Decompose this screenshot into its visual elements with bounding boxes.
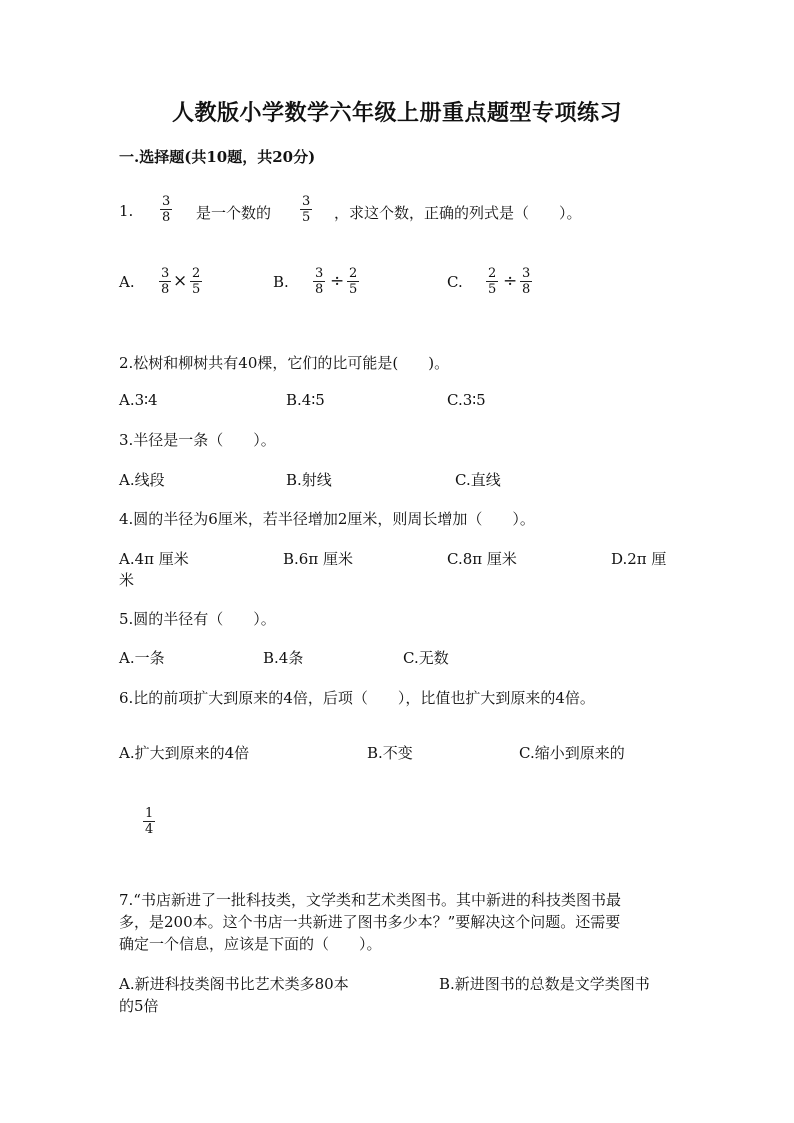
option-d-continued: 米 xyxy=(119,571,135,589)
fraction xyxy=(160,194,172,225)
question-text: ，求这个数，正确的列式是（ ）。 xyxy=(334,204,582,222)
operator: ÷ xyxy=(330,271,345,291)
numerator: 3 xyxy=(162,194,171,209)
numerator: 3 xyxy=(315,266,324,281)
option-a[interactable]: A.一条 xyxy=(119,649,165,667)
numerator: 3 xyxy=(161,266,170,281)
question-2-text: 2.松树和柳树共有40棵，它们的比可能是( )。 xyxy=(119,354,450,372)
denominator: 8 xyxy=(315,282,324,297)
numerator: 2 xyxy=(192,266,201,281)
numerator: 1 xyxy=(145,806,154,821)
option-c[interactable]: C.直线 xyxy=(455,471,501,489)
denominator: 8 xyxy=(162,210,171,225)
option-b[interactable]: B.新进图书的总数是文学类图书 xyxy=(439,975,650,993)
option-c[interactable]: C.8π 厘米 xyxy=(447,550,517,568)
option-b[interactable]: B.射线 xyxy=(286,471,332,489)
option-a[interactable]: A.4π 厘米 xyxy=(119,550,189,568)
page-title: 人教版小学数学六年级上册重点题型专项练习 xyxy=(171,100,622,126)
question-7-line-3: 确定一个信息，应该是下面的（ ）。 xyxy=(119,935,382,953)
option-b-continued: 的5倍 xyxy=(119,997,159,1015)
denominator: 5 xyxy=(302,210,311,225)
option-b[interactable]: B.不变 xyxy=(367,744,413,762)
option-c[interactable]: C.缩小到原来的 xyxy=(519,744,625,762)
numerator: 2 xyxy=(488,266,497,281)
option-b[interactable]: B.4条 xyxy=(263,649,304,667)
fraction xyxy=(347,266,359,297)
fraction xyxy=(313,266,325,297)
option-d[interactable]: D.2π 厘 xyxy=(611,550,667,568)
question-text: 是一个数的 xyxy=(196,204,272,222)
numerator: 3 xyxy=(522,266,531,281)
denominator: 8 xyxy=(161,282,170,297)
fraction xyxy=(143,806,155,837)
denominator: 5 xyxy=(349,282,358,297)
section-heading: 一.选择题(共10题，共20分) xyxy=(119,148,316,166)
option-label: B. xyxy=(273,273,289,291)
denominator: 5 xyxy=(192,282,201,297)
option-c[interactable]: C.无数 xyxy=(403,649,449,667)
operator: ÷ xyxy=(503,271,518,291)
option-c[interactable]: C.3∶5 xyxy=(447,391,486,409)
denominator: 5 xyxy=(488,282,497,297)
fraction xyxy=(520,266,532,297)
option-a[interactable]: A.新进科技类阁书比艺术类多80本 xyxy=(119,975,349,993)
operator: × xyxy=(173,271,188,291)
fraction xyxy=(300,194,312,225)
question-7-line-1: 7.“书店新进了一批科技类，文学类和艺术类图书。其中新进的科技类图书最 xyxy=(119,891,621,909)
option-b[interactable]: B.4∶5 xyxy=(286,391,325,409)
denominator: 8 xyxy=(522,282,531,297)
numerator: 2 xyxy=(349,266,358,281)
question-5-text: 5.圆的半径有（ ）。 xyxy=(119,610,276,628)
question-7-line-2: 多，是200本。这个书店一共新进了图书多少本？”要解决这个问题。还需要 xyxy=(119,913,621,931)
fraction xyxy=(190,266,202,297)
fraction xyxy=(486,266,498,297)
option-a[interactable]: A.扩大到原来的4倍 xyxy=(119,744,250,762)
option-label: A. xyxy=(119,273,135,291)
fraction xyxy=(159,266,171,297)
option-a[interactable]: A.3∶4 xyxy=(119,391,158,409)
question-4-text: 4.圆的半径为6厘米，若半径增加2厘米，则周长增加（ ）。 xyxy=(119,510,535,528)
numerator: 3 xyxy=(302,194,311,209)
option-b[interactable]: B.6π 厘米 xyxy=(283,550,353,568)
question-number: 1. xyxy=(119,202,134,220)
question-3-text: 3.半径是一条（ ）。 xyxy=(119,431,276,449)
option-a[interactable]: A.线段 xyxy=(119,471,165,489)
question-6-text: 6.比的前项扩大到原来的4倍，后项（ ），比值也扩大到原来的4倍。 xyxy=(119,689,595,707)
option-label: C. xyxy=(447,273,463,291)
denominator: 4 xyxy=(145,822,154,837)
